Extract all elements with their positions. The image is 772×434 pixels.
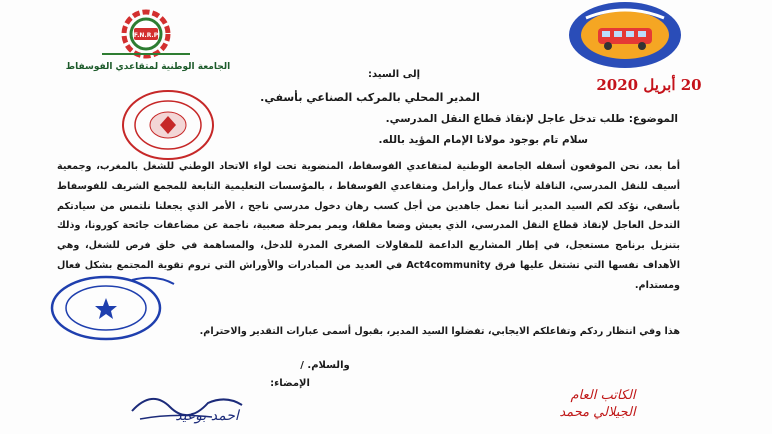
- union-seal-stamp: [120, 88, 216, 162]
- letter-closing: هذا وفي انتظار ردكم وتفاعلكم الايجابي، تفضلوا السيد المدير، بقبول أسمى عبارات التقدير والاحترام.: [199, 326, 680, 337]
- signatures-label: الإمضاء:: [270, 378, 310, 389]
- left-signatory-name: احمد بوعيد: [175, 408, 239, 424]
- letter-date: 20 أبريل 2020: [596, 76, 702, 94]
- fnrf-badge-text: F.N.R.P: [133, 32, 159, 39]
- letter-salutation: والسلام. /: [300, 360, 350, 371]
- addressee-label: إلى السيد:: [368, 69, 420, 80]
- addressee-name: المدير المحلي بالمركب الصناعي بأسفي.: [260, 91, 480, 104]
- letter-subject: الموضوع: طلب تدخل عاجل لإنقاذ قطاع النقل المدرسي.: [385, 113, 678, 125]
- right-signatory-title: الكاتب العام: [570, 388, 636, 403]
- fnrf-caption: الجامعة الوطنية لمتقاعدي الفوسفاط: [65, 62, 231, 72]
- right-signatory-name: الجيلالي محمد: [559, 405, 636, 420]
- letter-greeting: سلام تام بوجود مولانا الإمام المؤيد بالله.: [378, 134, 588, 146]
- letter-body: أما بعد، نحن الموقعون أسفله الجامعة الوطنية لمتقاعدي الفوسفاط، المنضوية تحت لواء الاتحاد الوطني للشغل بالمغرب، وجمعية أسيف للنقل المدرسي، الناقلة لأبناء عمال وأرامل ومتقاعدي الفوسفاط ، بالمؤسسات التعليمية التابعة للمجمع الشريف للفوسفاط بأسفي، نؤكد لكم السيد المدير أننا نعمل جاهدين من أجل كسب رهان دخول مدرسي ناجح ، الأمر الذي يجعلنا نلتمس من سيادتكم التدخل العاجل لإنقاذ قطاع النقل المدرسي، الذي يعيش وضعا مقلقا، ويمر بمرحلة صعبية، ناجمة عن مضاعفات جائحة كورونا، وذلك بتنزيل برنامج مستعجل، في إطار المشاريع الداعمة للمقاولات الصغرى المدرة للدخل، والمساهمة في خلق فرص للشغل، وهي الأهداف نفسها التي تشتغل عليها فرق Act4community في العديد من المبادرات والأوراش التي تروم تقوية المجتمع بشكل فعال ومستدام.: [57, 161, 680, 291]
- asif-association-logo: [566, 0, 684, 70]
